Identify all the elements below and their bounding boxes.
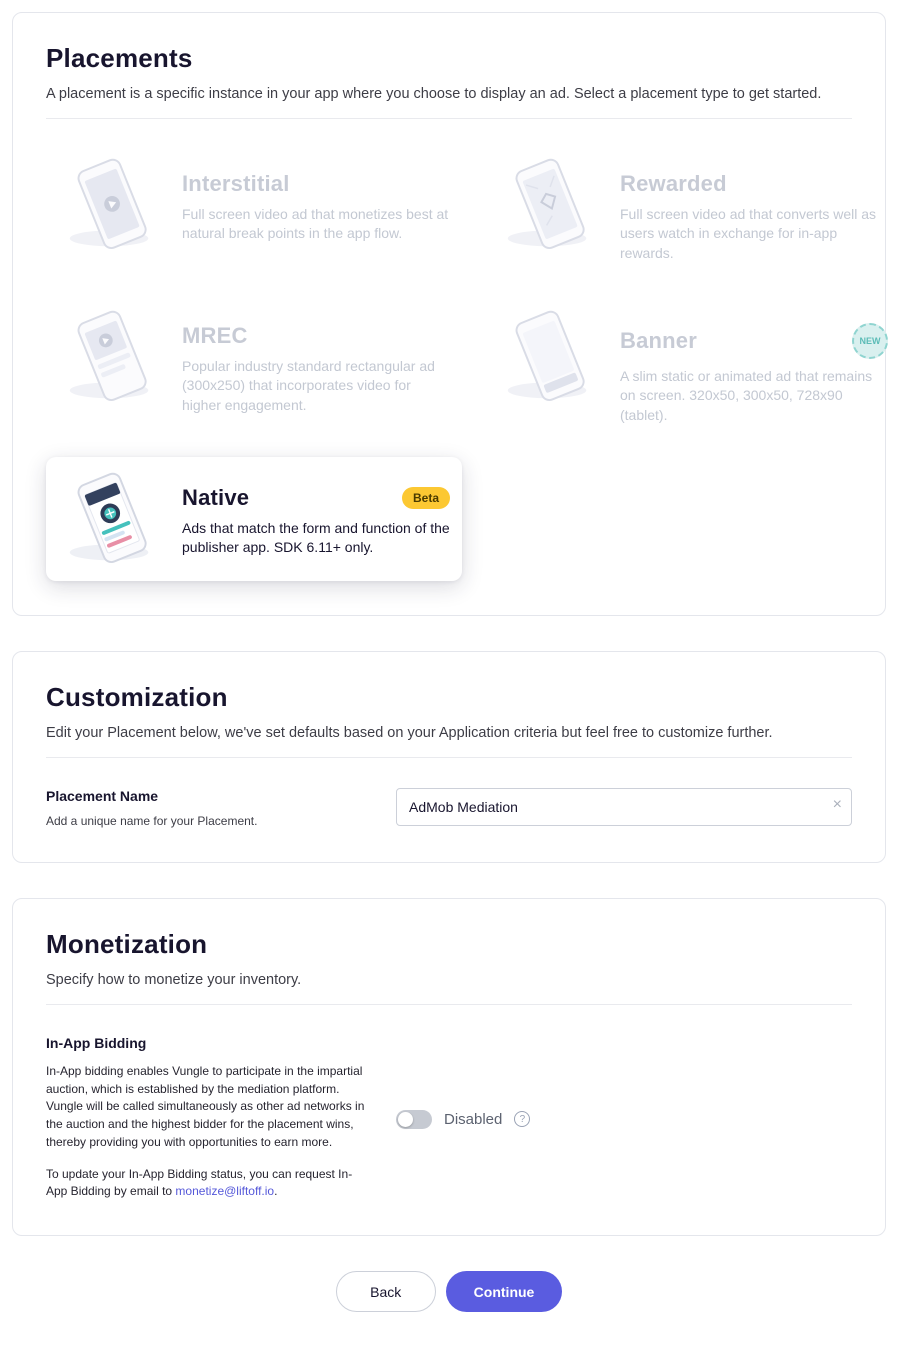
in-app-bidding-row — [46, 1035, 852, 1201]
footer-actions — [12, 1271, 886, 1312]
toggle-knob — [398, 1112, 413, 1127]
placement-description: Full screen video ad that monetizes best at natural break points in the app flow. — [182, 206, 449, 242]
customization-subtitle: Edit your Placement below, we've set defaults based on your Application criteria but feel free to customize further. — [46, 724, 773, 741]
placement-name: Native — [182, 484, 250, 510]
placement-description: Ads that match the form and function of the publisher app. SDK 6.11+ only. — [182, 519, 450, 556]
banner-phone-icon — [496, 309, 604, 405]
request-suffix: . — [274, 1184, 278, 1199]
placement-name: Banner — [620, 327, 697, 353]
placement-name: Interstitial — [182, 171, 290, 196]
placements-divider — [46, 118, 852, 119]
placement-description: Popular industry standard rectangular ad (300x250) that incorporates video for higher engagement. — [182, 357, 435, 413]
placements-subtitle: A placement is a specific instance in your app where you choose to display an ad. Select a placement type to get started. — [46, 86, 822, 102]
placement-name: MREC — [182, 322, 248, 348]
customization-card — [12, 651, 886, 863]
placement-description: A slim static or animated ad that remains on screen. 320x50, 300x50, 728x90 (tablet). — [620, 367, 873, 423]
clear-input-icon[interactable]: × — [832, 795, 842, 813]
placement-option-mrec[interactable] — [46, 295, 462, 439]
placement-name-input-wrap — [396, 788, 852, 828]
placements-card — [12, 12, 886, 616]
placement-option-rewarded[interactable] — [484, 143, 898, 277]
native-phone-icon — [58, 471, 166, 567]
placement-name-row — [46, 788, 852, 828]
placement-description: Full screen video ad that converts well as users watch in exchange for in-app rewards. — [620, 206, 877, 261]
in-app-bidding-request — [46, 1166, 366, 1202]
placement-text — [182, 471, 450, 558]
in-app-bidding-toggle-row — [396, 1035, 530, 1201]
monetize-email-link[interactable]: monetize@liftoff.io — [175, 1184, 275, 1199]
continue-button[interactable]: Continue — [446, 1271, 563, 1312]
customization-title: Customization — [46, 681, 228, 712]
placement-name-input[interactable] — [396, 788, 852, 826]
mrec-phone-icon — [58, 309, 166, 405]
monetization-card — [12, 898, 886, 1236]
interstitial-phone-icon — [58, 157, 166, 253]
in-app-bidding-toggle[interactable] — [396, 1110, 432, 1129]
placement-name: Rewarded — [620, 171, 727, 196]
placement-text — [620, 157, 888, 263]
monetization-divider — [46, 1004, 852, 1005]
placement-grid — [46, 143, 881, 581]
placements-title: Placements — [46, 43, 193, 73]
placement-text — [182, 309, 450, 415]
in-app-bidding-status: Disabled — [444, 1110, 503, 1128]
placement-text — [620, 309, 888, 425]
placement-name-label: Placement Name — [46, 787, 159, 804]
new-badge: NEW — [852, 323, 888, 359]
placement-option-native[interactable] — [46, 457, 462, 581]
placement-option-banner[interactable] — [484, 295, 898, 439]
monetization-subtitle: Specify how to monetize your inventory. — [46, 971, 302, 988]
rewarded-phone-icon — [496, 157, 604, 253]
in-app-bidding-text-block — [46, 1035, 366, 1201]
monetization-title: Monetization — [46, 928, 208, 959]
placement-text — [182, 157, 450, 244]
beta-badge: Beta — [402, 487, 450, 509]
help-icon[interactable]: ? — [514, 1111, 530, 1127]
placement-name-help: Add a unique name for your Placement. — [46, 813, 258, 828]
customization-divider — [46, 757, 852, 758]
request-text: To update your In-App Bidding status, you can request In-App Bidding by email to — [46, 1166, 353, 1199]
in-app-bidding-label: In-App Bidding — [46, 1034, 147, 1051]
placement-name-label-block — [46, 788, 366, 828]
placement-option-interstitial[interactable] — [46, 143, 462, 277]
back-button[interactable]: Back — [336, 1271, 436, 1312]
in-app-bidding-description: In-App bidding enables Vungle to participate in the impartial auction, which is established by the mediation platform. Vungle will be called simultaneously as other ad networks in the auction and the highest bidder for the placement wins, thereby providing you with opportunities to earn more. — [46, 1063, 365, 1149]
